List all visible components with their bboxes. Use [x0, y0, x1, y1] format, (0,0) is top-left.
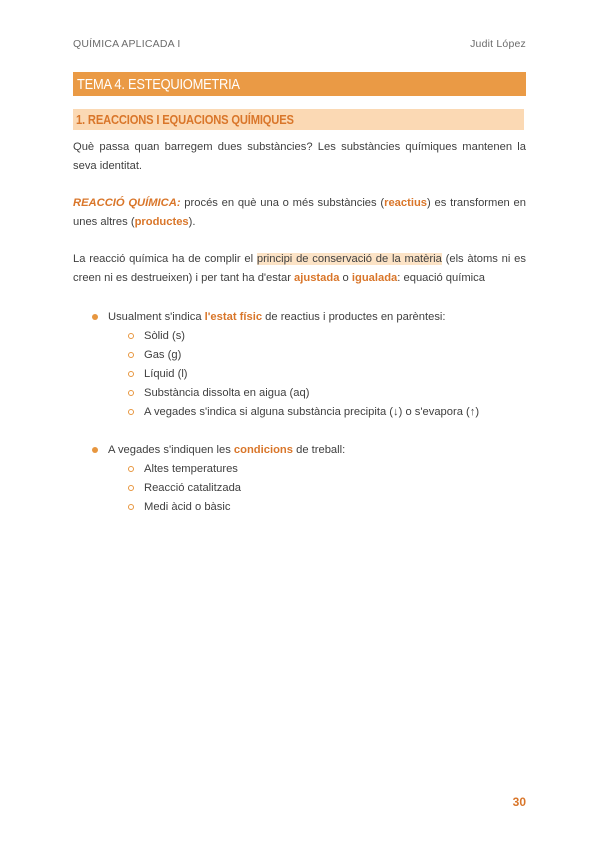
bullet-2-text-2: de treball: — [292, 444, 346, 456]
conservation-text-1: La reacció química ha de complir el — [73, 253, 257, 265]
section-title: 1. REACCIONS I EQUACIONS QUÍMIQUES — [76, 112, 294, 127]
sub-item-text: Medi àcid o bàsic — [144, 501, 231, 513]
term-estat-fisic: l'estat físic — [204, 311, 263, 323]
term-reactius: reactius — [384, 197, 428, 209]
definition-term: REACCIÓ QUÍMICA: — [73, 197, 181, 209]
hollow-bullet-icon — [128, 466, 134, 472]
sub-item-text: Sòlid (s) — [144, 330, 186, 342]
sub-item-text: A vegades s'indica si alguna substància precipita (↓) o s'evapora (↑) — [144, 406, 480, 418]
definition-paragraph — [73, 194, 526, 232]
conservation-text-3: o — [339, 272, 352, 284]
sub-item-text: Reacció catalitzada — [144, 482, 242, 494]
conservation-principle-highlight: principi de conservació de la matèria — [256, 253, 442, 265]
section-title-banner — [73, 109, 524, 130]
hollow-bullet-icon — [128, 504, 134, 510]
sub-item-text: Líquid (l) — [144, 368, 188, 380]
conservation-text-2: (els àtoms ni es creen ni es destrueixen) i per tant ha d'estar — [73, 253, 526, 284]
page-number: 30 — [512, 795, 526, 809]
tema-title-banner — [73, 72, 526, 96]
header-author: Judit López — [470, 38, 526, 50]
tema-title: TEMA 4. ESTEQUIOMETRIA — [77, 76, 240, 93]
bullet-2-text-1: A vegades s'indiquen les — [108, 444, 234, 456]
bullet-text — [108, 441, 345, 460]
bullet-1-text-1: Usualment s'indica — [108, 311, 205, 323]
term-productes: productes — [134, 216, 189, 228]
conservation-text-4: : equació química — [397, 272, 485, 284]
term-condicions: condicions — [233, 444, 293, 456]
definition-text-3: ). — [188, 216, 196, 228]
page-header — [73, 38, 526, 52]
hollow-bullet-icon — [128, 371, 134, 377]
conservation-paragraph — [73, 250, 526, 288]
bullet-dot-icon — [92, 314, 98, 320]
definition-text-1: procés en què una o més substàncies ( — [180, 197, 385, 209]
hollow-bullet-icon — [128, 333, 134, 339]
hollow-bullet-icon — [128, 352, 134, 358]
header-course-title: QUÍMICA APLICADA I — [73, 38, 181, 50]
term-ajustada: ajustada — [294, 272, 340, 284]
bullet-text — [108, 308, 446, 327]
hollow-bullet-icon — [128, 390, 134, 396]
definition-text-2: ) es transformen en unes altres ( — [73, 197, 526, 228]
hollow-bullet-icon — [128, 409, 134, 415]
hollow-bullet-icon — [128, 485, 134, 491]
bullet-dot-icon — [92, 447, 98, 453]
intro-paragraph: Què passa quan barregem dues substàncies? Les substàncies químiques mantenen la seva identitat. — [73, 141, 526, 172]
term-igualada: igualada — [351, 272, 398, 284]
sub-item-text: Gas (g) — [144, 349, 182, 361]
sub-item-text: Substància dissolta en aigua (aq) — [144, 387, 310, 399]
bullet-1-text-2: de reactius i productes en parèntesi: — [262, 311, 446, 323]
sub-item-text: Altes temperatures — [144, 463, 238, 475]
